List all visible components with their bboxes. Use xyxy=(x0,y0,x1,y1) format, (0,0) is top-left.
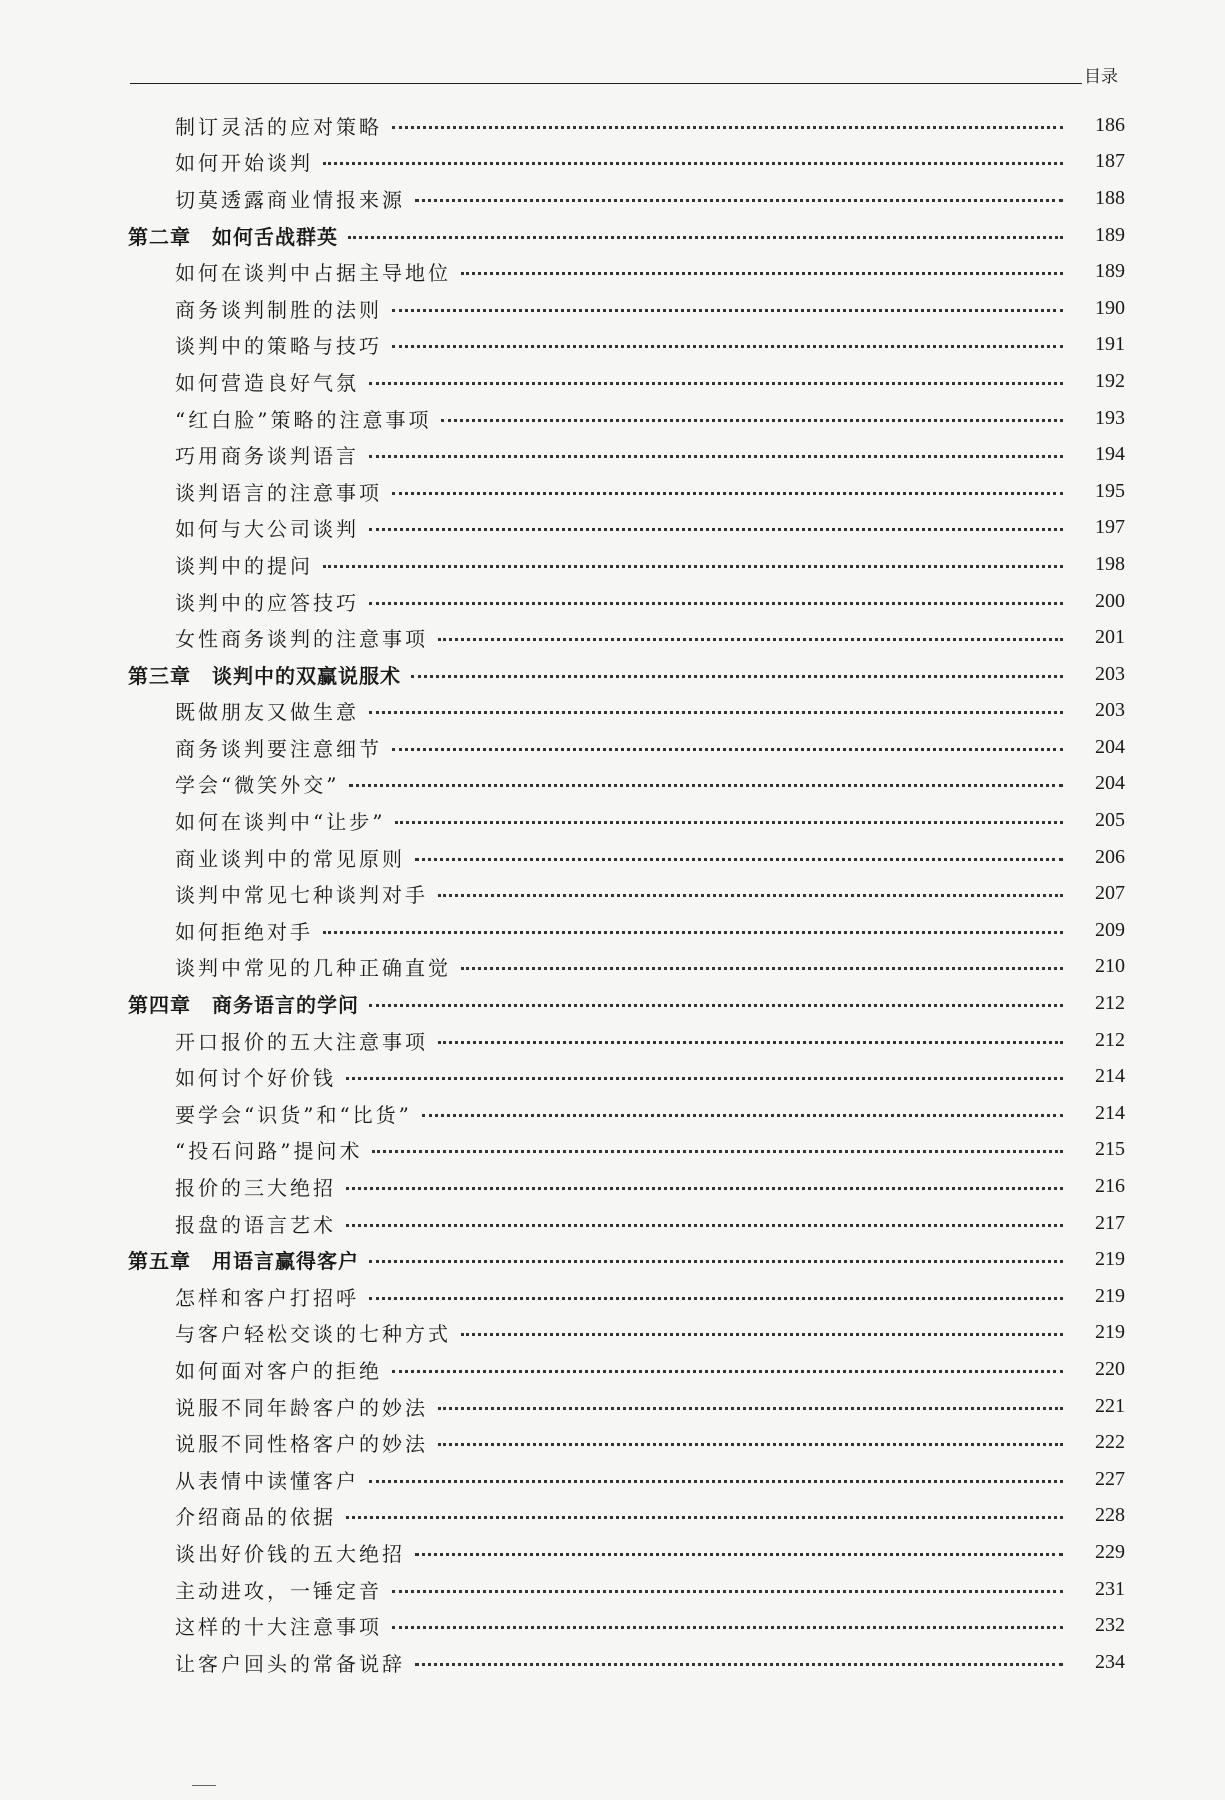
dot-leader xyxy=(392,345,1063,348)
page-number: 194 xyxy=(1095,443,1125,466)
entry-title: 如何与大公司谈判 xyxy=(175,517,359,542)
dot-leader xyxy=(348,236,1063,239)
entry-title: 怎样和客户打招呼 xyxy=(175,1285,359,1310)
page-number: 189 xyxy=(1095,260,1125,283)
dot-leader xyxy=(392,126,1063,129)
entry-title: 与客户轻松交谈的七种方式 xyxy=(175,1322,451,1347)
dot-leader xyxy=(369,1297,1063,1300)
dot-leader xyxy=(369,528,1063,531)
dot-leader xyxy=(323,931,1063,934)
page-number: 200 xyxy=(1095,589,1125,612)
toc-entry-row xyxy=(0,766,1225,803)
page-number: 219 xyxy=(1095,1284,1125,1307)
dot-leader xyxy=(415,858,1063,861)
toc-entry-row xyxy=(0,1388,1225,1425)
toc-entry-row xyxy=(0,290,1225,327)
entry-title: 报价的三大绝招 xyxy=(175,1176,336,1201)
page-number: 232 xyxy=(1095,1614,1125,1637)
page-number: 219 xyxy=(1095,1321,1125,1344)
page-number: 214 xyxy=(1095,1065,1125,1088)
header-rule xyxy=(130,83,1082,84)
toc-entry-row xyxy=(0,1424,1225,1461)
page-number: 206 xyxy=(1095,845,1125,868)
dot-leader xyxy=(369,455,1063,458)
entry-title: 如何开始谈判 xyxy=(175,151,313,176)
dot-leader xyxy=(415,1663,1063,1666)
page-number: 209 xyxy=(1095,918,1125,941)
toc-entry-row xyxy=(0,473,1225,510)
toc-entry-row xyxy=(0,144,1225,181)
dot-leader xyxy=(392,1626,1063,1629)
entry-title: 从表情中读懂客户 xyxy=(175,1468,359,1493)
entry-title: 巧用商务谈判语言 xyxy=(175,444,359,469)
toc-entry-row xyxy=(0,1571,1225,1608)
dot-leader xyxy=(392,1590,1063,1593)
dot-leader xyxy=(369,1260,1063,1263)
dot-leader xyxy=(349,784,1063,787)
dot-leader xyxy=(392,1370,1063,1373)
page-number: 210 xyxy=(1095,955,1125,978)
entry-title: “红白脸”策略的注意事项 xyxy=(175,407,432,432)
dot-leader xyxy=(411,675,1063,678)
toc-entry-row xyxy=(0,1498,1225,1535)
entry-title: “投石问路”提问术 xyxy=(175,1139,363,1164)
entry-title: 谈判中的应答技巧 xyxy=(175,590,359,615)
toc-entry-row xyxy=(0,693,1225,730)
toc-entry-row xyxy=(0,546,1225,583)
toc-entry-row xyxy=(0,875,1225,912)
toc-entry-row xyxy=(0,1058,1225,1095)
toc-entry-row xyxy=(0,1168,1225,1205)
dot-leader xyxy=(346,1516,1063,1519)
dot-leader xyxy=(323,565,1063,568)
chapter-title: 第四章 商务语言的学问 xyxy=(128,993,359,1018)
entry-title: 谈判中的策略与技巧 xyxy=(175,334,382,359)
dot-leader xyxy=(461,272,1063,275)
toc-entry-row xyxy=(0,1278,1225,1315)
entry-title: 说服不同年龄客户的妙法 xyxy=(175,1395,428,1420)
entry-title: 商业谈判中的常见原则 xyxy=(175,846,405,871)
page-number: 212 xyxy=(1095,1028,1125,1051)
entry-title: 学会“微笑外交” xyxy=(175,773,340,798)
toc-entry-row xyxy=(0,912,1225,949)
dot-leader xyxy=(438,894,1063,897)
entry-title: 如何讨个好价钱 xyxy=(175,1066,336,1091)
chapter-title: 第三章 谈判中的双赢说服术 xyxy=(128,663,401,688)
toc-entry-row xyxy=(0,1534,1225,1571)
entry-title: 介绍商品的依据 xyxy=(175,1505,336,1530)
dot-leader xyxy=(422,1114,1063,1117)
entry-title: 说服不同性格客户的妙法 xyxy=(175,1432,428,1457)
entry-title: 制订灵活的应对策略 xyxy=(175,114,382,139)
entry-title: 如何营造良好气氛 xyxy=(175,370,359,395)
page-number: 192 xyxy=(1095,369,1125,392)
page-number: 198 xyxy=(1095,552,1125,575)
entry-title: 如何面对客户的拒绝 xyxy=(175,1358,382,1383)
page-number: 190 xyxy=(1095,296,1125,319)
toc-entry-row xyxy=(0,1022,1225,1059)
page-number: 219 xyxy=(1095,1248,1125,1271)
dot-leader xyxy=(369,602,1063,605)
toc-chapter-row xyxy=(0,985,1225,1022)
page-number: 204 xyxy=(1095,772,1125,795)
page-number: 222 xyxy=(1095,1431,1125,1454)
table-of-contents xyxy=(0,107,1225,1681)
toc-entry-row xyxy=(0,583,1225,620)
entry-title: 如何拒绝对手 xyxy=(175,919,313,944)
toc-entry-row xyxy=(0,949,1225,986)
chapter-title: 第五章 用语言赢得客户 xyxy=(128,1249,359,1274)
toc-entry-row xyxy=(0,839,1225,876)
toc-entry-row xyxy=(0,253,1225,290)
entry-title: 这样的十大注意事项 xyxy=(175,1615,382,1640)
toc-entry-row xyxy=(0,1315,1225,1352)
page-number: 221 xyxy=(1095,1394,1125,1417)
page-number: 216 xyxy=(1095,1175,1125,1198)
dot-leader xyxy=(372,1150,1063,1153)
page-number: 193 xyxy=(1095,406,1125,429)
entry-title: 既做朋友又做生意 xyxy=(175,700,359,725)
entry-title: 商务谈判制胜的法则 xyxy=(175,297,382,322)
page-number: 231 xyxy=(1095,1577,1125,1600)
page-number: 188 xyxy=(1095,186,1125,209)
toc-entry-row xyxy=(0,1461,1225,1498)
toc-entry-row xyxy=(0,180,1225,217)
page-number: 195 xyxy=(1095,479,1125,502)
toc-entry-row xyxy=(0,1205,1225,1242)
page-number: 205 xyxy=(1095,809,1125,832)
entry-title: 女性商务谈判的注意事项 xyxy=(175,627,428,652)
entry-title: 要学会“识货”和“比货” xyxy=(175,1102,412,1127)
dot-leader xyxy=(369,1480,1063,1483)
page-number: 214 xyxy=(1095,1101,1125,1124)
dot-leader xyxy=(392,748,1063,751)
entry-title: 谈判中常见的几种正确直觉 xyxy=(175,956,451,981)
dot-leader xyxy=(461,1333,1063,1336)
dot-leader xyxy=(369,382,1063,385)
page-number: 187 xyxy=(1095,150,1125,173)
dot-leader xyxy=(461,967,1063,970)
entry-title: 主动进攻，一锤定音 xyxy=(175,1578,382,1603)
toc-entry-row xyxy=(0,400,1225,437)
page-number: 203 xyxy=(1095,699,1125,722)
entry-title: 谈出好价钱的五大绝招 xyxy=(175,1541,405,1566)
page-number: 197 xyxy=(1095,516,1125,539)
toc-entry-row xyxy=(0,1351,1225,1388)
toc-entry-row xyxy=(0,1644,1225,1681)
toc-chapter-row xyxy=(0,656,1225,693)
page-number: 220 xyxy=(1095,1357,1125,1380)
entry-title: 切莫透露商业情报来源 xyxy=(175,187,405,212)
running-header-label: 目录 xyxy=(1084,67,1118,87)
toc-entry-row xyxy=(0,510,1225,547)
toc-entry-row xyxy=(0,1095,1225,1132)
toc-entry-row xyxy=(0,327,1225,364)
entry-title: 报盘的语言艺术 xyxy=(175,1212,336,1237)
toc-entry-row xyxy=(0,619,1225,656)
toc-entry-row xyxy=(0,107,1225,144)
dot-leader xyxy=(392,492,1063,495)
page-number: 204 xyxy=(1095,735,1125,758)
entry-title: 如何在谈判中占据主导地位 xyxy=(175,261,451,286)
page-number: 201 xyxy=(1095,626,1125,649)
dot-leader xyxy=(346,1077,1063,1080)
dot-leader xyxy=(438,1443,1063,1446)
dot-leader xyxy=(392,309,1063,312)
toc-entry-row xyxy=(0,802,1225,839)
dot-leader xyxy=(346,1187,1063,1190)
entry-title: 谈判中常见七种谈判对手 xyxy=(175,883,428,908)
dot-leader xyxy=(323,162,1063,165)
dot-leader xyxy=(441,419,1063,422)
page-number: 212 xyxy=(1095,992,1125,1015)
toc-entry-row xyxy=(0,363,1225,400)
dot-leader xyxy=(369,711,1063,714)
toc-entry-row xyxy=(0,436,1225,473)
entry-title: 商务谈判要注意细节 xyxy=(175,736,382,761)
page-number: 227 xyxy=(1095,1467,1125,1490)
dot-leader xyxy=(438,1407,1063,1410)
page-number: 215 xyxy=(1095,1138,1125,1161)
footer-mark xyxy=(192,1785,216,1786)
page-number: 228 xyxy=(1095,1504,1125,1527)
page-number: 186 xyxy=(1095,113,1125,136)
entry-title: 如何在谈判中“让步” xyxy=(175,810,386,835)
toc-entry-row xyxy=(0,1607,1225,1644)
toc-chapter-row xyxy=(0,217,1225,254)
entry-title: 谈判语言的注意事项 xyxy=(175,480,382,505)
page-number: 234 xyxy=(1095,1650,1125,1673)
toc-chapter-row xyxy=(0,1241,1225,1278)
page-number: 217 xyxy=(1095,1211,1125,1234)
dot-leader xyxy=(415,199,1063,202)
dot-leader xyxy=(438,1041,1063,1044)
page-number: 191 xyxy=(1095,333,1125,356)
dot-leader xyxy=(369,1004,1063,1007)
dot-leader xyxy=(415,1553,1063,1556)
page-number: 229 xyxy=(1095,1540,1125,1563)
toc-entry-row xyxy=(0,1132,1225,1169)
entry-title: 开口报价的五大注意事项 xyxy=(175,1029,428,1054)
dot-leader xyxy=(395,821,1063,824)
toc-entry-row xyxy=(0,729,1225,766)
page-number: 189 xyxy=(1095,223,1125,246)
dot-leader xyxy=(438,638,1063,641)
page-number: 203 xyxy=(1095,662,1125,685)
page-number: 207 xyxy=(1095,882,1125,905)
dot-leader xyxy=(346,1224,1063,1227)
entry-title: 让客户回头的常备说辞 xyxy=(175,1651,405,1676)
chapter-title: 第二章 如何舌战群英 xyxy=(128,224,338,249)
entry-title: 谈判中的提问 xyxy=(175,553,313,578)
